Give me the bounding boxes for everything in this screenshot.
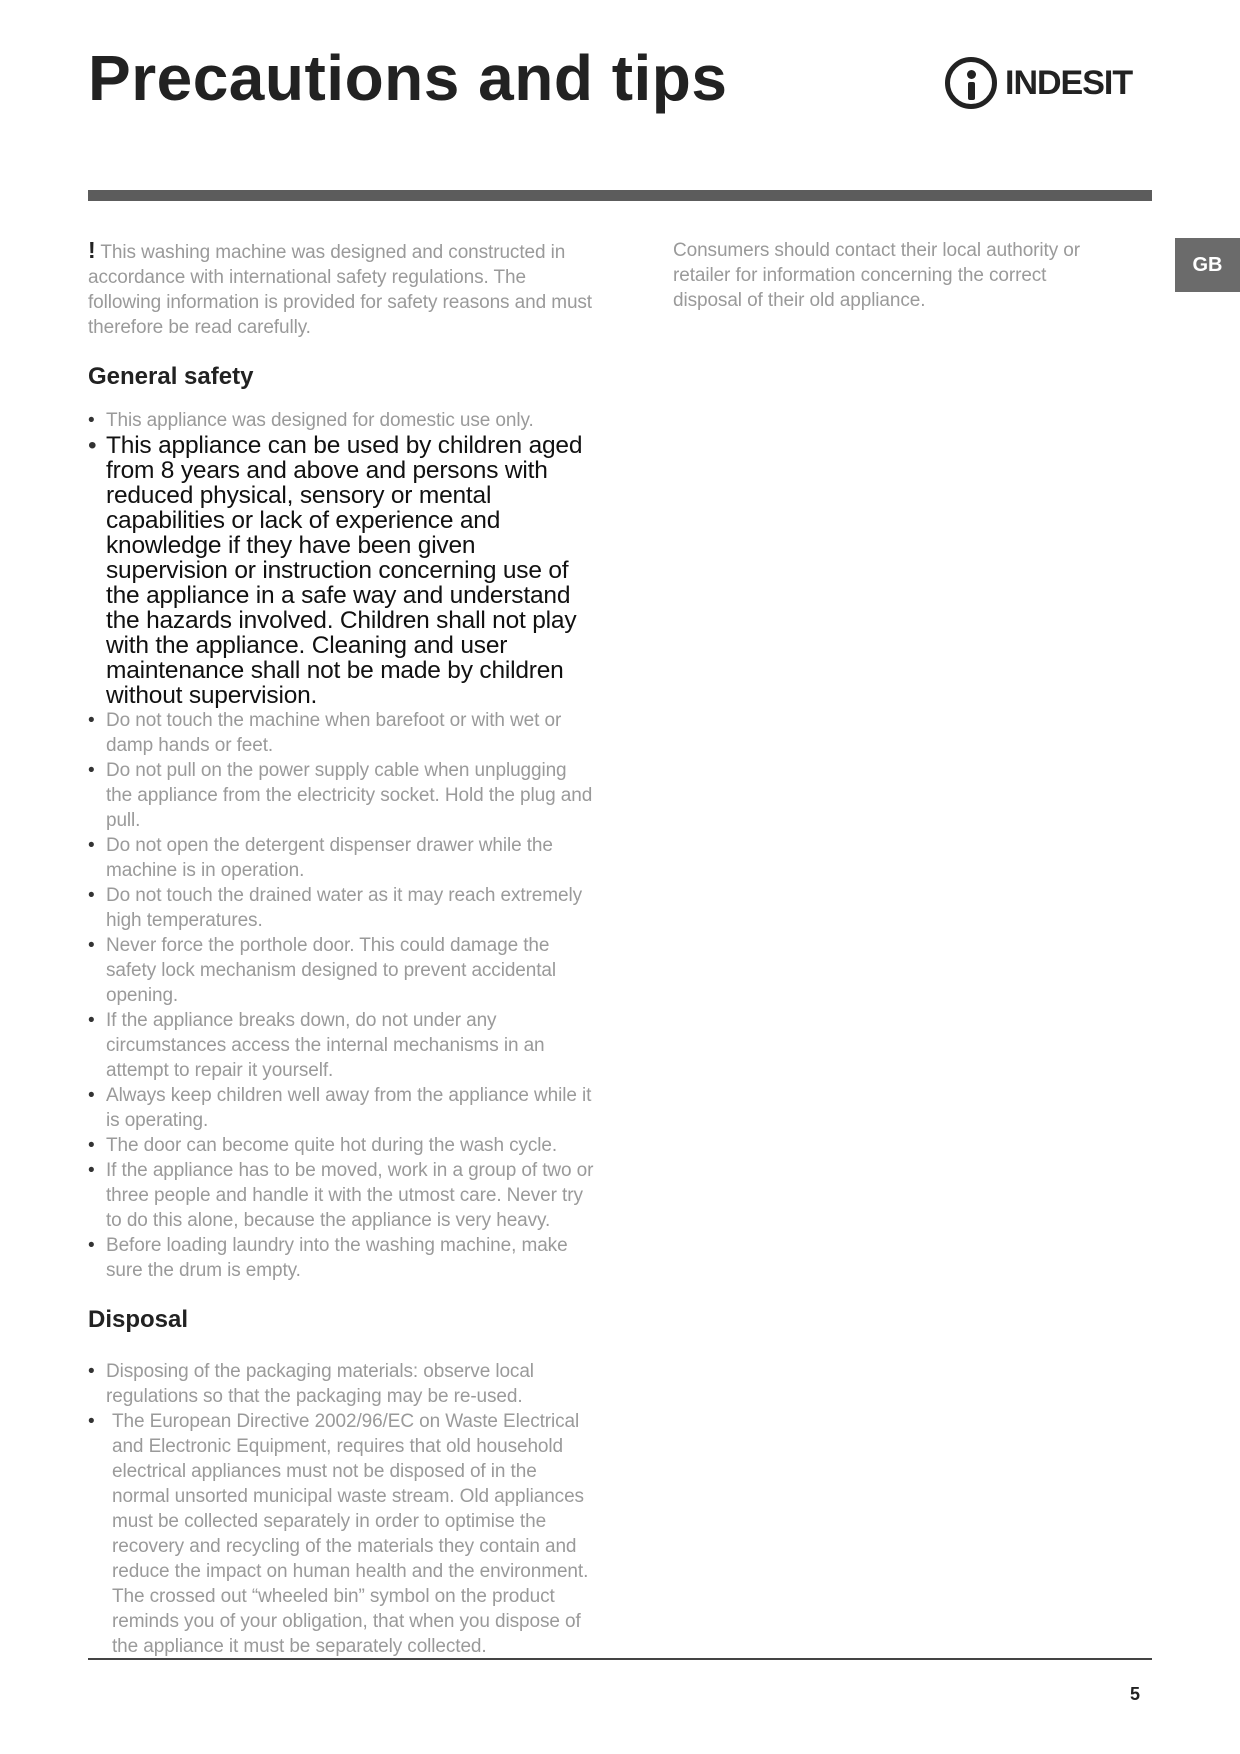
list-item: • If the appliance has to be moved, work in a group of two or three people and handle it with the utmost care. Never try to do this alone, because the appliance is very heavy.: [88, 1158, 594, 1233]
warning-mark: !: [88, 237, 96, 263]
left-column: [88, 238, 594, 1659]
list-item: • Always keep children well away from the appliance while it is operating.: [88, 1083, 594, 1133]
header-divider: [88, 190, 1152, 201]
intro-text: This washing machine was designed and constructed in accordance with international safety regulations. The following information is provided for safety reasons and must therefore be read carefully.: [88, 242, 592, 338]
list-item: • If the appliance breaks down, do not under any circumstances access the internal mechanisms in an attempt to repair it yourself.: [88, 1008, 594, 1083]
list-item: • This appliance can be used by children aged from 8 years and above and persons with reduced physical, sensory or mental capabilities or lack of experience and knowledge if they have been given supervision or instruction concerning use of the appliance in a safe way and understand the hazards involved. Children shall not play with the appliance. Cleaning and user maintenance shall not be made by children without supervision.: [88, 433, 594, 708]
list-item: • Never force the porthole door. This could damage the safety lock mechanism designed to prevent accidental opening.: [88, 933, 594, 1008]
right-column: [673, 238, 1113, 313]
brand-name: INDESIT: [1005, 63, 1133, 102]
list-item: • Do not touch the machine when barefoot or with wet or damp hands or feet.: [88, 708, 594, 758]
list-item: • This appliance was designed for domestic use only.: [88, 408, 594, 433]
language-tab: GB: [1175, 238, 1240, 292]
list-item: • Disposing of the packaging materials: observe local regulations so that the packaging may be re-used.: [88, 1359, 594, 1409]
disposal-heading: Disposal: [88, 1306, 189, 1333]
list-item: • Before loading laundry into the washing machine, make sure the drum is empty.: [88, 1233, 594, 1283]
list-item: • The door can become quite hot during the wash cycle.: [88, 1133, 594, 1158]
footer-divider: [88, 1658, 1152, 1660]
brand-i-icon: [945, 57, 997, 109]
intro-paragraph: [88, 238, 594, 340]
page-number: 5: [1130, 1684, 1141, 1704]
disposal-list: [88, 1359, 594, 1659]
page-title: Precautions and tips: [88, 42, 728, 114]
brand-logo: [945, 52, 1155, 114]
right-column-paragraph: Consumers should contact their local authority or retailer for information concerning the correct disposal of their old appliance.: [673, 240, 1080, 311]
general-safety-heading: General safety: [88, 363, 254, 390]
general-safety-list: [88, 408, 594, 1283]
list-item: • Do not open the detergent dispenser drawer while the machine is in operation.: [88, 833, 594, 883]
list-item: • The European Directive 2002/96/EC on Waste Electrical and Electronic Equipment, requires that old household electrical appliances must not be disposed of in the normal unsorted municipal waste stream. Old appliances must be collected separately in order to optimise the recovery and recycling of the materials they contain and reduce the impact on human health and the environment. The crossed out “wheeled bin” symbol on the product reminds you of your obligation, that when you dispose of the appliance it must be separately collected.: [88, 1409, 594, 1659]
list-item: • Do not pull on the power supply cable when unplugging the appliance from the electricity socket. Hold the plug and pull.: [88, 758, 594, 833]
list-item: • Do not touch the drained water as it may reach extremely high temperatures.: [88, 883, 594, 933]
